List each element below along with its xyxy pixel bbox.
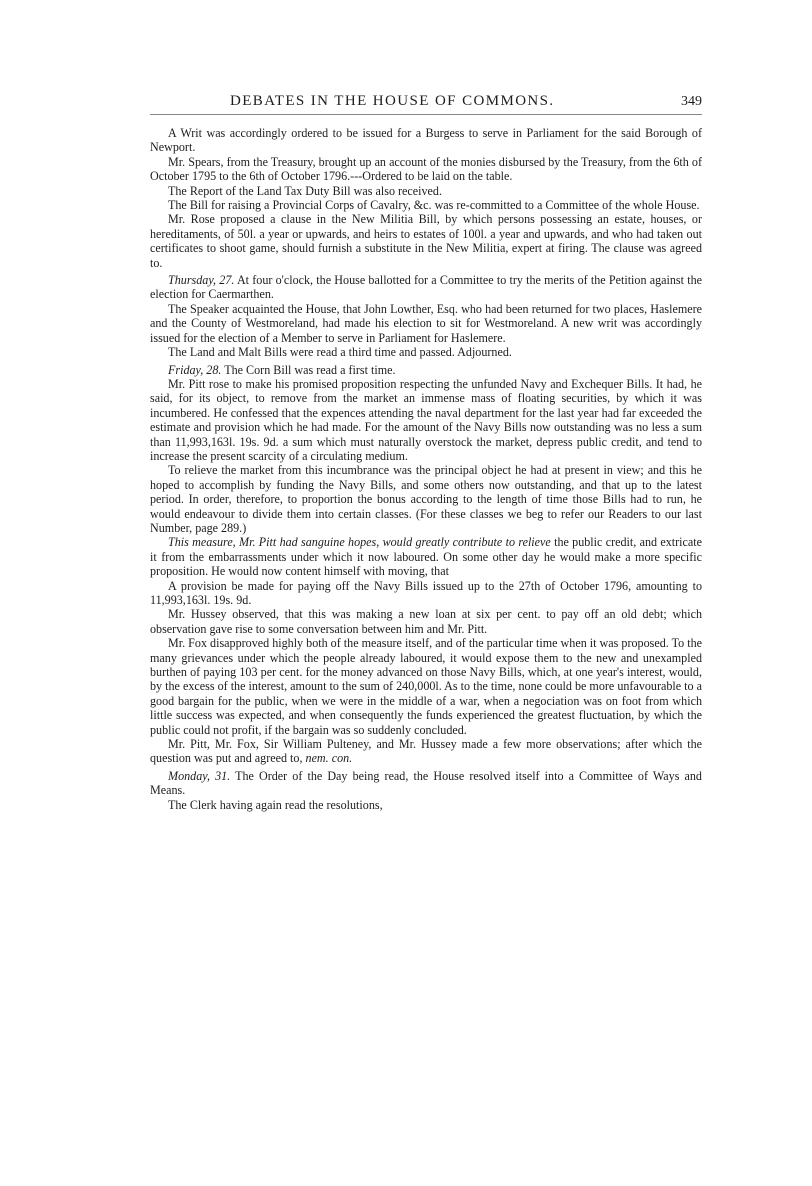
paragraph-relieve-market: To relieve the market from this incumbrance was the principal object he had at present in view; and this he hoped to accomplish by funding the Navy Bills, and some others now outstanding, and that up to the latest period. In order, therefore, to proportion the bonus according to the length of time those Bills had to run, he would endeavour to divide them into certain classes. (For these classes we beg to refer our Readers to our last Number, page 289.) (150, 463, 702, 535)
paragraph-measure: This measure, Mr. Pitt had sanguine hopes, would greatly contribute to relieve the public credit, and extricate it from the embarrassments under which it now laboured. On some other day he would make a more specific proposition. He would now content himself with moving, that (150, 535, 702, 579)
paragraph-thursday: Thursday, 27. At four o'clock, the House ballotted for a Committee to try the merits of the Petition against the election for Caermarthen. (150, 273, 702, 302)
date-lead: Monday, 31. (168, 768, 231, 783)
paragraph-cavalry-bill: The Bill for raising a Provincial Corps of Cavalry, &c. was re-committed to a Committee of the whole House. (168, 198, 700, 213)
paragraph-friday: Friday, 28. The Corn Bill was read a first time. (168, 362, 396, 377)
paragraph-land-malt: The Land and Malt Bills were read a third time and passed. Adjourned. (168, 345, 512, 360)
page-body (150, 126, 702, 812)
paragraph-hussey: Mr. Hussey observed, that this was making a new loan at six per cent. to pay off an old debt; which observation gave rise to some conversation between him and Mr. Pitt. (150, 607, 702, 636)
paragraph-militia-clause: Mr. Rose proposed a clause in the New Militia Bill, by which persons possessing an estate, houses, or hereditaments, of 50l. a year or upwards, and heirs to estates of 100l. a year and upwards, and who had taken out certificates to shoot game, should furnish a substitute in the New Militia, expert at firing. The clause was agreed to. (150, 212, 702, 270)
paragraph-fox: Mr. Fox disapproved highly both of the measure itself, and of the particular time when it was proposed. To the many grievances under which the people already laboured, it would expose them to the new and unexampled burthen of paying 103 per cent. for the money advanced on those Navy Bills, which, at one year's interest, would, by the excess of the interest, amount to the sum of 240,000l. As to the time, none could be more unfavourable to a good bargain for the public, when we were in the middle of a war, when a negociation was on foot from which little success was expected, and when consequently the funds experienced the greatest fluctuation, by which the public could not profit, if the bargain was so suddenly concluded. (150, 636, 702, 737)
date-lead: Thursday, 27. (168, 273, 235, 288)
paragraph-land-tax: The Report of the Land Tax Duty Bill was also received. (168, 183, 442, 198)
paragraph-motion: A provision be made for paying off the Navy Bills issued up to the 27th of October 1796, amounting to 11,993,163l. 19s. 9d. (150, 578, 702, 607)
paragraph-monday: Monday, 31. The Order of the Day being read, the House resolved itself into a Committee of Ways and Means. (150, 768, 702, 798)
paragraph-observations: Mr. Pitt, Mr. Fox, Sir William Pulteney, and Mr. Hussey made a few more observations; after which the question was put and agreed to, nem. con. (150, 737, 702, 766)
paragraph-treasury-account: Mr. Spears, from the Treasury, brought up an account of the monies disbursed by the Treasury, from the 6th of October 1795 to the 6th of October 1796.---Ordered to be laid on the table. (150, 154, 702, 184)
running-title: DEBATES IN THE HOUSE OF COMMONS. (230, 93, 555, 109)
paragraph-writ: A Writ was accordingly ordered to be issued for a Burgess to serve in Parliament for the said Borough of Newport. (150, 126, 702, 155)
paragraph-clerk: The Clerk having again read the resolutions, (168, 797, 383, 812)
paragraph-pitt-proposition: Mr. Pitt rose to make his promised proposition respecting the unfunded Navy and Exchequer Bills. It had, he said, for its object, to remove from the market an immense mass of floating securities, by which it was incumbered. He confessed that the expences attending the naval department for the last year had far exceeded the estimate and provision which he had made. For the amount of the Navy Bills now outstanding was no less a sum than 11,993,163l. 19s. 9d. a sum which must naturally overstock the market, depress public credit, and tend to increase the present scarcity of a circulating medium. (150, 376, 702, 463)
date-lead: Friday, 28. (168, 362, 222, 377)
page-number: 349 (681, 94, 702, 109)
paragraph-speaker: The Speaker acquainted the House, that John Lowther, Esq. who had been returned for two places, Haslemere and the County of Westmoreland, had made his election to sit for Westmoreland. A new writ was accordingly issued for the election of a Member to serve in Parliament for Haslemere. (150, 301, 702, 345)
page-header (150, 93, 702, 115)
